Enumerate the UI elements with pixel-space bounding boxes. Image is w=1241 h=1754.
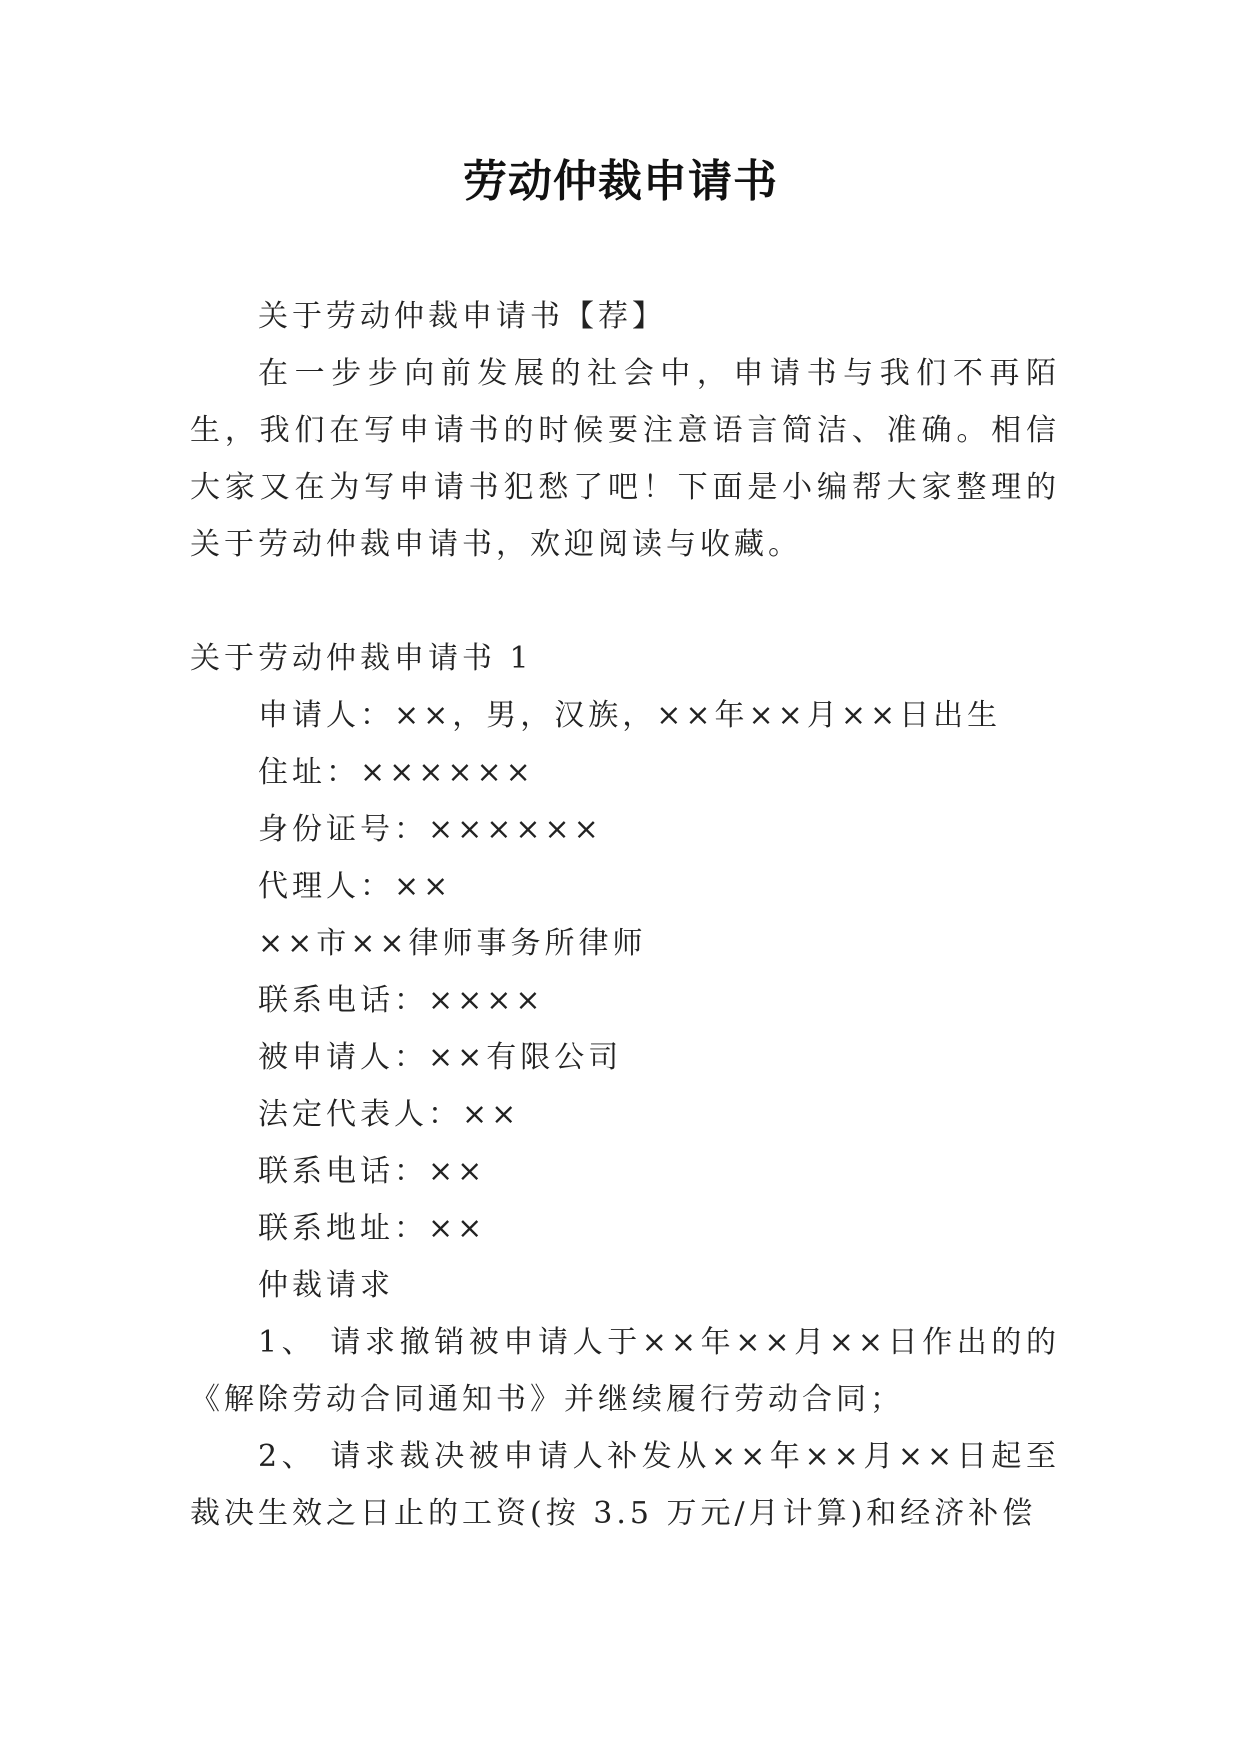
section-heading: 关于劳动仲裁申请书 1 <box>190 641 533 676</box>
request-item-2: 2、 请求裁决被申请人补发从××年××月××日起至裁决生效之日止的工资(按 3.5 万元/月计算)和经济补偿 <box>190 1439 1060 1531</box>
id-number-line: 身份证号：×××××× <box>258 812 603 847</box>
address-line: 住址：×××××× <box>258 755 535 790</box>
respondent-phone-line: 联系电话：×× <box>258 1154 487 1189</box>
document-title: 劳动仲裁申请书 <box>463 156 778 207</box>
paragraph-gap <box>190 573 1060 630</box>
respondent-line: 被申请人：××有限公司 <box>258 1040 623 1075</box>
legal-rep-line: 法定代表人：×× <box>258 1097 521 1132</box>
subtitle: 关于劳动仲裁申请书【荐】 <box>258 299 666 334</box>
arbitration-requests-heading: 仲裁请求 <box>258 1268 394 1303</box>
agent-line: 代理人：×× <box>258 869 453 904</box>
agent-phone-line: 联系电话：×××× <box>258 983 545 1018</box>
respondent-address-line: 联系地址：×× <box>258 1211 487 1246</box>
applicant-line: 申请人：××，男，汉族，××年××月××日出生 <box>258 698 1002 733</box>
law-firm-line: ××市××律师事务所律师 <box>258 926 647 961</box>
document-body <box>190 288 1060 1542</box>
intro-paragraph: 在一步步向前发展的社会中，申请书与我们不再陌生，我们在写申请书的时候要注意语言简洁、准确。相信大家又在为写申请书犯愁了吧！下面是小编帮大家整理的关于劳动仲裁申请书，欢迎阅读与收藏。 <box>190 356 1060 562</box>
request-item-1: 1、 请求撤销被申请人于××年××月××日作出的的《解除劳动合同通知书》并继续履行劳动合同； <box>190 1325 1060 1417</box>
